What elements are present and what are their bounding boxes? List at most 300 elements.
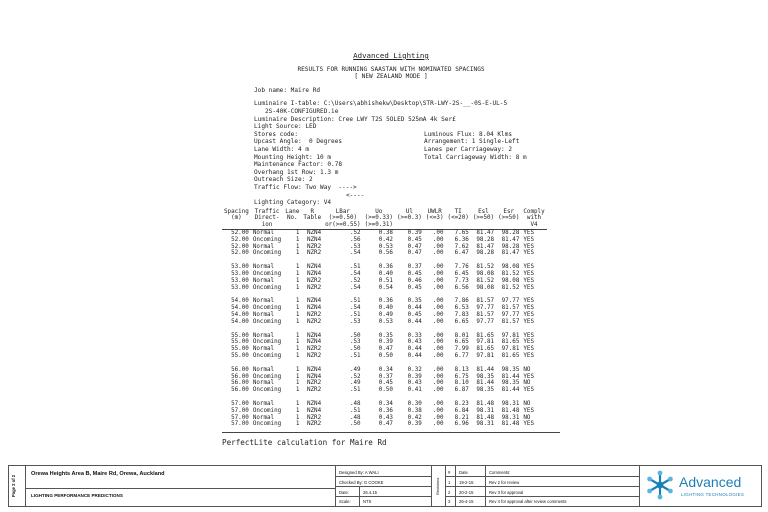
table-cell: NZN4 (306, 230, 322, 237)
table-cell: 6.77 (454, 353, 469, 360)
report-company: Advanced Lighting (353, 51, 429, 60)
table-cell: 0.37 (378, 373, 393, 380)
table-cell: .53 (349, 339, 361, 346)
table-cell: 81.65 (501, 353, 520, 360)
table-cell: NZR2 (306, 277, 322, 284)
table-cell: 81.57 (501, 318, 520, 325)
table-cell: 0.54 (378, 284, 393, 291)
lane-width: Lane Width: 4 m (254, 145, 310, 153)
revisions-label: Revisions (435, 477, 440, 495)
luminaire-itable: Luminaire I-table: C:\Users\abhishekw\Desktop\STR-LWY-2S-__-0S-E-UL-5 (254, 100, 508, 108)
table-cell: 1 (295, 230, 300, 237)
table-cell: Normal (252, 414, 275, 421)
table-cell: 0.56 (378, 250, 393, 257)
table-cell: 52.00 (231, 236, 249, 243)
rev-col-comments: Comments: (489, 470, 511, 475)
table-cell: .48 (349, 401, 361, 408)
column-header: UWLR (<=3) (424, 209, 446, 230)
table-cell: YES (523, 277, 535, 284)
table-row (222, 230, 547, 237)
drawing-subtitle: LIGHTING PERFORMANCE PREDICTIONS (31, 493, 123, 498)
table-cell: 1 (295, 401, 300, 408)
table-row (222, 415, 547, 422)
table-cell: Normal (252, 380, 275, 387)
table-cell: Normal (252, 366, 275, 373)
table-cell: 54.00 (231, 312, 249, 319)
table-cell: 56.00 (231, 366, 249, 373)
scale-label: Scale: (339, 499, 351, 504)
checked-by: Checked By: G COOKE (339, 480, 384, 485)
table-cell: 0.47 (407, 243, 422, 250)
table-cell: 0.51 (378, 277, 393, 284)
table-cell: 0.35 (407, 298, 422, 305)
traffic-flow: Traffic Flow: Two Way ----> (254, 183, 357, 191)
table-cell: 1 (295, 298, 300, 305)
table-cell: 0.36 (378, 298, 393, 305)
table-cell: 81.44 (476, 380, 495, 387)
table-cell: YES (523, 284, 535, 291)
table-row (222, 408, 547, 415)
table-cell: .51 (349, 312, 361, 319)
logo-name: Advanced (679, 474, 742, 490)
table-cell: YES (523, 312, 535, 319)
table-cell: 81.57 (476, 312, 495, 319)
scale-value: NTS (363, 499, 372, 504)
arrangement: Arrangement: 1 Single-Left (424, 138, 520, 146)
table-cell: NZN4 (306, 305, 322, 312)
table-cell: Oncoming (252, 373, 282, 380)
table-cell: 97.81 (501, 346, 520, 353)
table-cell: 98.35 (501, 366, 520, 373)
rev-1-comment: Rev 2 for review (489, 480, 520, 485)
table-cell: 1 (295, 366, 300, 373)
rev-2-number: 2 (448, 490, 451, 495)
table-cell: 8.13 (454, 366, 469, 373)
table-cell: 0.38 (407, 407, 422, 414)
table-cell: 6.87 (454, 387, 469, 394)
table-cell: YES (523, 373, 535, 380)
table-cell: .00 (432, 318, 444, 325)
table-cell: NZN4 (306, 401, 322, 408)
table-cell: YES (523, 271, 535, 278)
table-cell: NZR2 (306, 284, 322, 291)
table-cell: .53 (349, 243, 361, 250)
table-cell: 81.52 (476, 264, 495, 271)
table-cell: .00 (432, 298, 444, 305)
table-cell: 6.45 (454, 271, 469, 278)
table-cell: 0.45 (407, 284, 422, 291)
table-cell: 1 (295, 284, 300, 291)
table-cell: 98.31 (476, 421, 495, 428)
table-cell: NO (523, 414, 531, 421)
table-cell: 57.00 (231, 414, 249, 421)
results-header-row (222, 209, 547, 230)
table-cell: 97.77 (501, 312, 520, 319)
column-header: Spacing (m) (222, 209, 251, 230)
table-cell: 98.31 (501, 401, 520, 408)
table-cell: 81.48 (476, 401, 495, 408)
table-cell: YES (523, 339, 535, 346)
table-cell: 0.44 (407, 346, 422, 353)
table-cell: 0.45 (407, 271, 422, 278)
table-cell: 97.81 (501, 332, 520, 339)
table-cell: Oncoming (252, 284, 282, 291)
table-cell: 53.00 (231, 284, 249, 291)
report-mode: [ NEW ZEALAND MODE ] (354, 73, 428, 81)
luminaire-itable-cont: 2S-40K-CONFIGURED.ie (254, 107, 339, 115)
table-cell: 6.47 (454, 250, 469, 257)
table-cell: 53.00 (231, 264, 249, 271)
table-cell: 0.40 (378, 271, 393, 278)
table-cell: 7.83 (454, 312, 469, 319)
stores-code: Stores code: (254, 130, 299, 138)
table-cell: 98.28 (476, 236, 495, 243)
table-cell: .00 (432, 346, 444, 353)
table-cell: Normal (252, 312, 275, 319)
table-row (222, 278, 547, 285)
table-cell: Normal (252, 298, 275, 305)
table-cell: 55.00 (231, 346, 249, 353)
table-cell: 1 (295, 407, 300, 414)
table-cell: .56 (349, 236, 361, 243)
table-cell: .00 (432, 339, 444, 346)
table-cell: 98.08 (476, 284, 495, 291)
table-cell: 98.35 (476, 373, 495, 380)
table-row (222, 237, 547, 244)
table-cell: 8.23 (454, 401, 469, 408)
logo-tagline: LIGHTING TECHNOLOGIES (681, 492, 745, 497)
table-cell: NZR2 (306, 250, 322, 257)
table-row (222, 380, 547, 387)
table-cell: 57.00 (231, 401, 249, 408)
table-cell: 81.47 (501, 236, 520, 243)
table-cell: 81.47 (501, 250, 520, 257)
table-cell: 6.75 (454, 373, 469, 380)
table-cell: .00 (432, 332, 444, 339)
table-row (222, 250, 547, 257)
table-row (222, 326, 547, 340)
table-row (222, 319, 547, 326)
table-cell: 98.08 (476, 271, 495, 278)
title-block (8, 465, 762, 507)
table-cell: .49 (349, 366, 361, 373)
table-cell: 0.32 (407, 366, 422, 373)
table-row (222, 244, 547, 251)
table-cell: .53 (349, 318, 361, 325)
table-cell: 7.86 (454, 298, 469, 305)
table-cell: NZN4 (306, 366, 322, 373)
table-row (222, 387, 547, 394)
table-cell: .00 (432, 353, 444, 360)
table-cell: 1 (295, 277, 300, 284)
table-cell: NZN4 (306, 407, 322, 414)
table-cell: 1 (295, 318, 300, 325)
table-cell: 0.42 (378, 236, 393, 243)
table-row (222, 374, 547, 381)
table-cell: 1 (295, 414, 300, 421)
table-cell: 57.00 (231, 407, 249, 414)
table-cell: 0.36 (378, 407, 393, 414)
rev-col-date: Date (459, 470, 468, 475)
table-cell: 54.00 (231, 318, 249, 325)
table-row (222, 291, 547, 305)
table-cell: 81.47 (476, 243, 495, 250)
table-row (222, 360, 547, 374)
table-cell: 98.35 (501, 380, 520, 387)
table-cell: 98.31 (501, 414, 520, 421)
mounting-height: Mounting Height: 10 m (254, 153, 332, 161)
table-cell: 0.45 (407, 312, 422, 319)
table-cell: 6.84 (454, 407, 469, 414)
table-cell: NO (523, 380, 531, 387)
table-cell: YES (523, 264, 535, 271)
table-cell: .48 (349, 414, 361, 421)
light-source: Light Source: LED (254, 123, 317, 131)
rev-2-date: 20-2-15 (459, 490, 474, 495)
table-cell: 97.77 (476, 318, 495, 325)
table-cell: 55.00 (231, 332, 249, 339)
table-cell: 8.01 (454, 332, 469, 339)
table-cell: NZN4 (306, 332, 322, 339)
table-cell: NZR2 (306, 243, 322, 250)
table-cell: 1 (295, 339, 300, 346)
table-cell: 98.08 (501, 277, 520, 284)
table-cell: YES (523, 230, 535, 237)
table-cell: .51 (349, 387, 361, 394)
table-cell: 0.49 (378, 312, 393, 319)
table-cell: .00 (432, 277, 444, 284)
table-cell: 52.00 (231, 250, 249, 257)
document-page (6, 4, 762, 508)
table-cell: 0.39 (407, 230, 422, 237)
table-cell: YES (523, 305, 535, 312)
table-cell: 7.76 (454, 264, 469, 271)
table-cell: Oncoming (252, 339, 282, 346)
table-cell: .00 (432, 373, 444, 380)
table-cell: NZN4 (306, 298, 322, 305)
table-cell: .54 (349, 271, 361, 278)
table-row (222, 353, 547, 360)
table-cell: NZN4 (306, 373, 322, 380)
table-cell: 1 (295, 353, 300, 360)
table-cell: 81.65 (476, 346, 495, 353)
table-cell: 7.99 (454, 346, 469, 353)
table-cell: 54.00 (231, 305, 249, 312)
table-cell: NZR2 (306, 380, 322, 387)
table-cell: Normal (252, 346, 275, 353)
table-cell: Normal (252, 264, 275, 271)
table-cell: .00 (432, 421, 444, 428)
table-cell: 0.47 (407, 250, 422, 257)
column-header: Ul (>=0.3) (395, 209, 424, 230)
table-cell: 0.39 (378, 339, 393, 346)
table-cell: 81.44 (501, 373, 520, 380)
project-title: Orewa Heights Area B, Maire Rd, Orewa, Auckland (31, 471, 165, 477)
table-cell: 6.36 (454, 236, 469, 243)
table-cell: 1 (295, 380, 300, 387)
lighting-category: Lighting Category: V4 (254, 199, 332, 207)
table-cell: 0.45 (378, 380, 393, 387)
table-cell: 0.53 (378, 318, 393, 325)
column-header: Traffic Direct- ion (251, 209, 283, 230)
table-cell: YES (523, 332, 535, 339)
table-cell: 52.00 (231, 243, 249, 250)
company-logo (645, 470, 757, 502)
table-cell: 56.00 (231, 373, 249, 380)
table-cell: 8.10 (454, 380, 469, 387)
table-cell: Normal (252, 230, 275, 237)
table-cell: NZN4 (306, 271, 322, 278)
table-cell: 81.65 (476, 332, 495, 339)
table-cell: Oncoming (252, 236, 282, 243)
table-cell: 0.46 (407, 277, 422, 284)
table-cell: 81.52 (501, 271, 520, 278)
rev-3-date: 26-4-15 (459, 499, 474, 504)
table-cell: 98.28 (501, 230, 520, 237)
table-cell: 0.43 (378, 414, 393, 421)
table-cell: .00 (432, 236, 444, 243)
table-cell: 81.44 (501, 387, 520, 394)
table-cell: NZR2 (306, 421, 322, 428)
table-cell: 57.00 (231, 421, 249, 428)
table-cell: NZR2 (306, 353, 322, 360)
table-cell: 56.00 (231, 387, 249, 394)
table-cell: 81.52 (501, 284, 520, 291)
table-cell: NZN4 (306, 339, 322, 346)
table-cell: .00 (432, 264, 444, 271)
table-cell: Normal (252, 277, 275, 284)
table-cell: 97.77 (501, 298, 520, 305)
table-cell: NO (523, 401, 531, 408)
table-cell: 6.65 (454, 318, 469, 325)
table-cell: YES (523, 243, 535, 250)
table-cell: 6.65 (454, 339, 469, 346)
table-cell: 1 (295, 264, 300, 271)
table-cell: .00 (432, 230, 444, 237)
calculation-report (222, 52, 560, 447)
table-cell: YES (523, 407, 535, 414)
table-cell: 0.47 (378, 421, 393, 428)
table-cell: YES (523, 236, 535, 243)
table-row (222, 421, 547, 428)
table-cell: 0.44 (407, 353, 422, 360)
page-number: Page 2 of 2 (11, 474, 16, 498)
rev-1-number: 1 (448, 480, 451, 485)
date-value: 26.4.15 (363, 490, 377, 495)
table-cell: YES (523, 353, 535, 360)
table-cell: 81.57 (476, 298, 495, 305)
table-cell: .50 (349, 332, 361, 339)
table-cell: 81.48 (501, 421, 520, 428)
rev-3-comment: Rev 4 for approval after review comments (489, 499, 567, 504)
table-cell: Oncoming (252, 305, 282, 312)
report-heading: RESULTS FOR RUNNING SAASTAN WITH NOMINATED SPACINGS (297, 65, 485, 73)
table-cell: 98.35 (476, 387, 495, 394)
table-cell: 98.28 (501, 243, 520, 250)
table-cell: 6.96 (454, 421, 469, 428)
table-cell: 98.08 (501, 264, 520, 271)
table-cell: 0.33 (407, 332, 422, 339)
table-cell: 54.00 (231, 298, 249, 305)
column-header: Esr (>=50) (496, 209, 521, 230)
table-cell: .54 (349, 284, 361, 291)
table-cell: YES (523, 318, 535, 325)
table-cell: NZR2 (306, 318, 322, 325)
table-cell: Oncoming (252, 421, 282, 428)
table-cell: 1 (295, 243, 300, 250)
date-label: Date: (339, 490, 350, 495)
table-cell: .00 (432, 387, 444, 394)
table-cell: 1 (295, 346, 300, 353)
table-cell: .00 (432, 401, 444, 408)
table-cell: Oncoming (252, 271, 282, 278)
table-cell: NZR2 (306, 312, 322, 319)
table-cell: YES (523, 346, 535, 353)
table-cell: 81.65 (501, 339, 520, 346)
rev-1-date: 19-2-15 (459, 480, 474, 485)
table-cell: .00 (432, 250, 444, 257)
table-cell: .51 (349, 298, 361, 305)
table-cell: 81.44 (476, 366, 495, 373)
table-cell: YES (523, 298, 535, 305)
traffic-flow-reverse: <---- (346, 191, 365, 199)
table-cell: Oncoming (252, 250, 282, 257)
table-cell: .00 (432, 366, 444, 373)
table-cell: 56.00 (231, 380, 249, 387)
overhang: Overhang 1st Row: 1.3 m (254, 168, 339, 176)
table-cell: 8.21 (454, 414, 469, 421)
column-header: Comply with V4 (523, 208, 545, 229)
table-cell: .49 (349, 380, 361, 387)
table-cell: 0.45 (407, 236, 422, 243)
results-table (222, 209, 547, 429)
table-cell: 0.44 (407, 318, 422, 325)
table-cell: NZR2 (306, 387, 322, 394)
table-cell: 0.43 (407, 380, 422, 387)
luminaire-description: Luminaire Description: Cree LWY T2S 5OLED 525mA 4k Ser£ (254, 115, 456, 123)
table-cell: 7.73 (454, 277, 469, 284)
table-cell: 1 (295, 332, 300, 339)
table-cell: 98.28 (476, 250, 495, 257)
table-cell: .52 (349, 277, 361, 284)
table-cell: 81.57 (501, 305, 520, 312)
table-cell: .50 (349, 346, 361, 353)
table-cell: Oncoming (252, 353, 282, 360)
rev-2-comment: Rev 3 for approval (489, 490, 524, 495)
column-header: Esl (>=50) (471, 209, 496, 230)
table-row (222, 339, 547, 346)
table-cell: 1 (295, 312, 300, 319)
luminous-flux: Luminous Flux: 8.04 Klms (424, 130, 513, 138)
table-cell: 0.37 (407, 264, 422, 271)
table-cell: 55.00 (231, 339, 249, 346)
table-row (222, 285, 547, 292)
table-cell: .00 (432, 414, 444, 421)
table-cell: 6.53 (454, 305, 469, 312)
table-cell: 1 (295, 250, 300, 257)
table-cell: 81.47 (476, 230, 495, 237)
table-cell: Normal (252, 332, 275, 339)
table-cell: .51 (349, 353, 361, 360)
table-cell: .00 (432, 284, 444, 291)
table-row (222, 394, 547, 408)
table-cell: 0.42 (407, 414, 422, 421)
table-cell: .00 (432, 407, 444, 414)
table-cell: 1 (295, 236, 300, 243)
table-cell: .00 (432, 380, 444, 387)
table-cell: .00 (432, 312, 444, 319)
table-cell: 0.30 (407, 401, 422, 408)
